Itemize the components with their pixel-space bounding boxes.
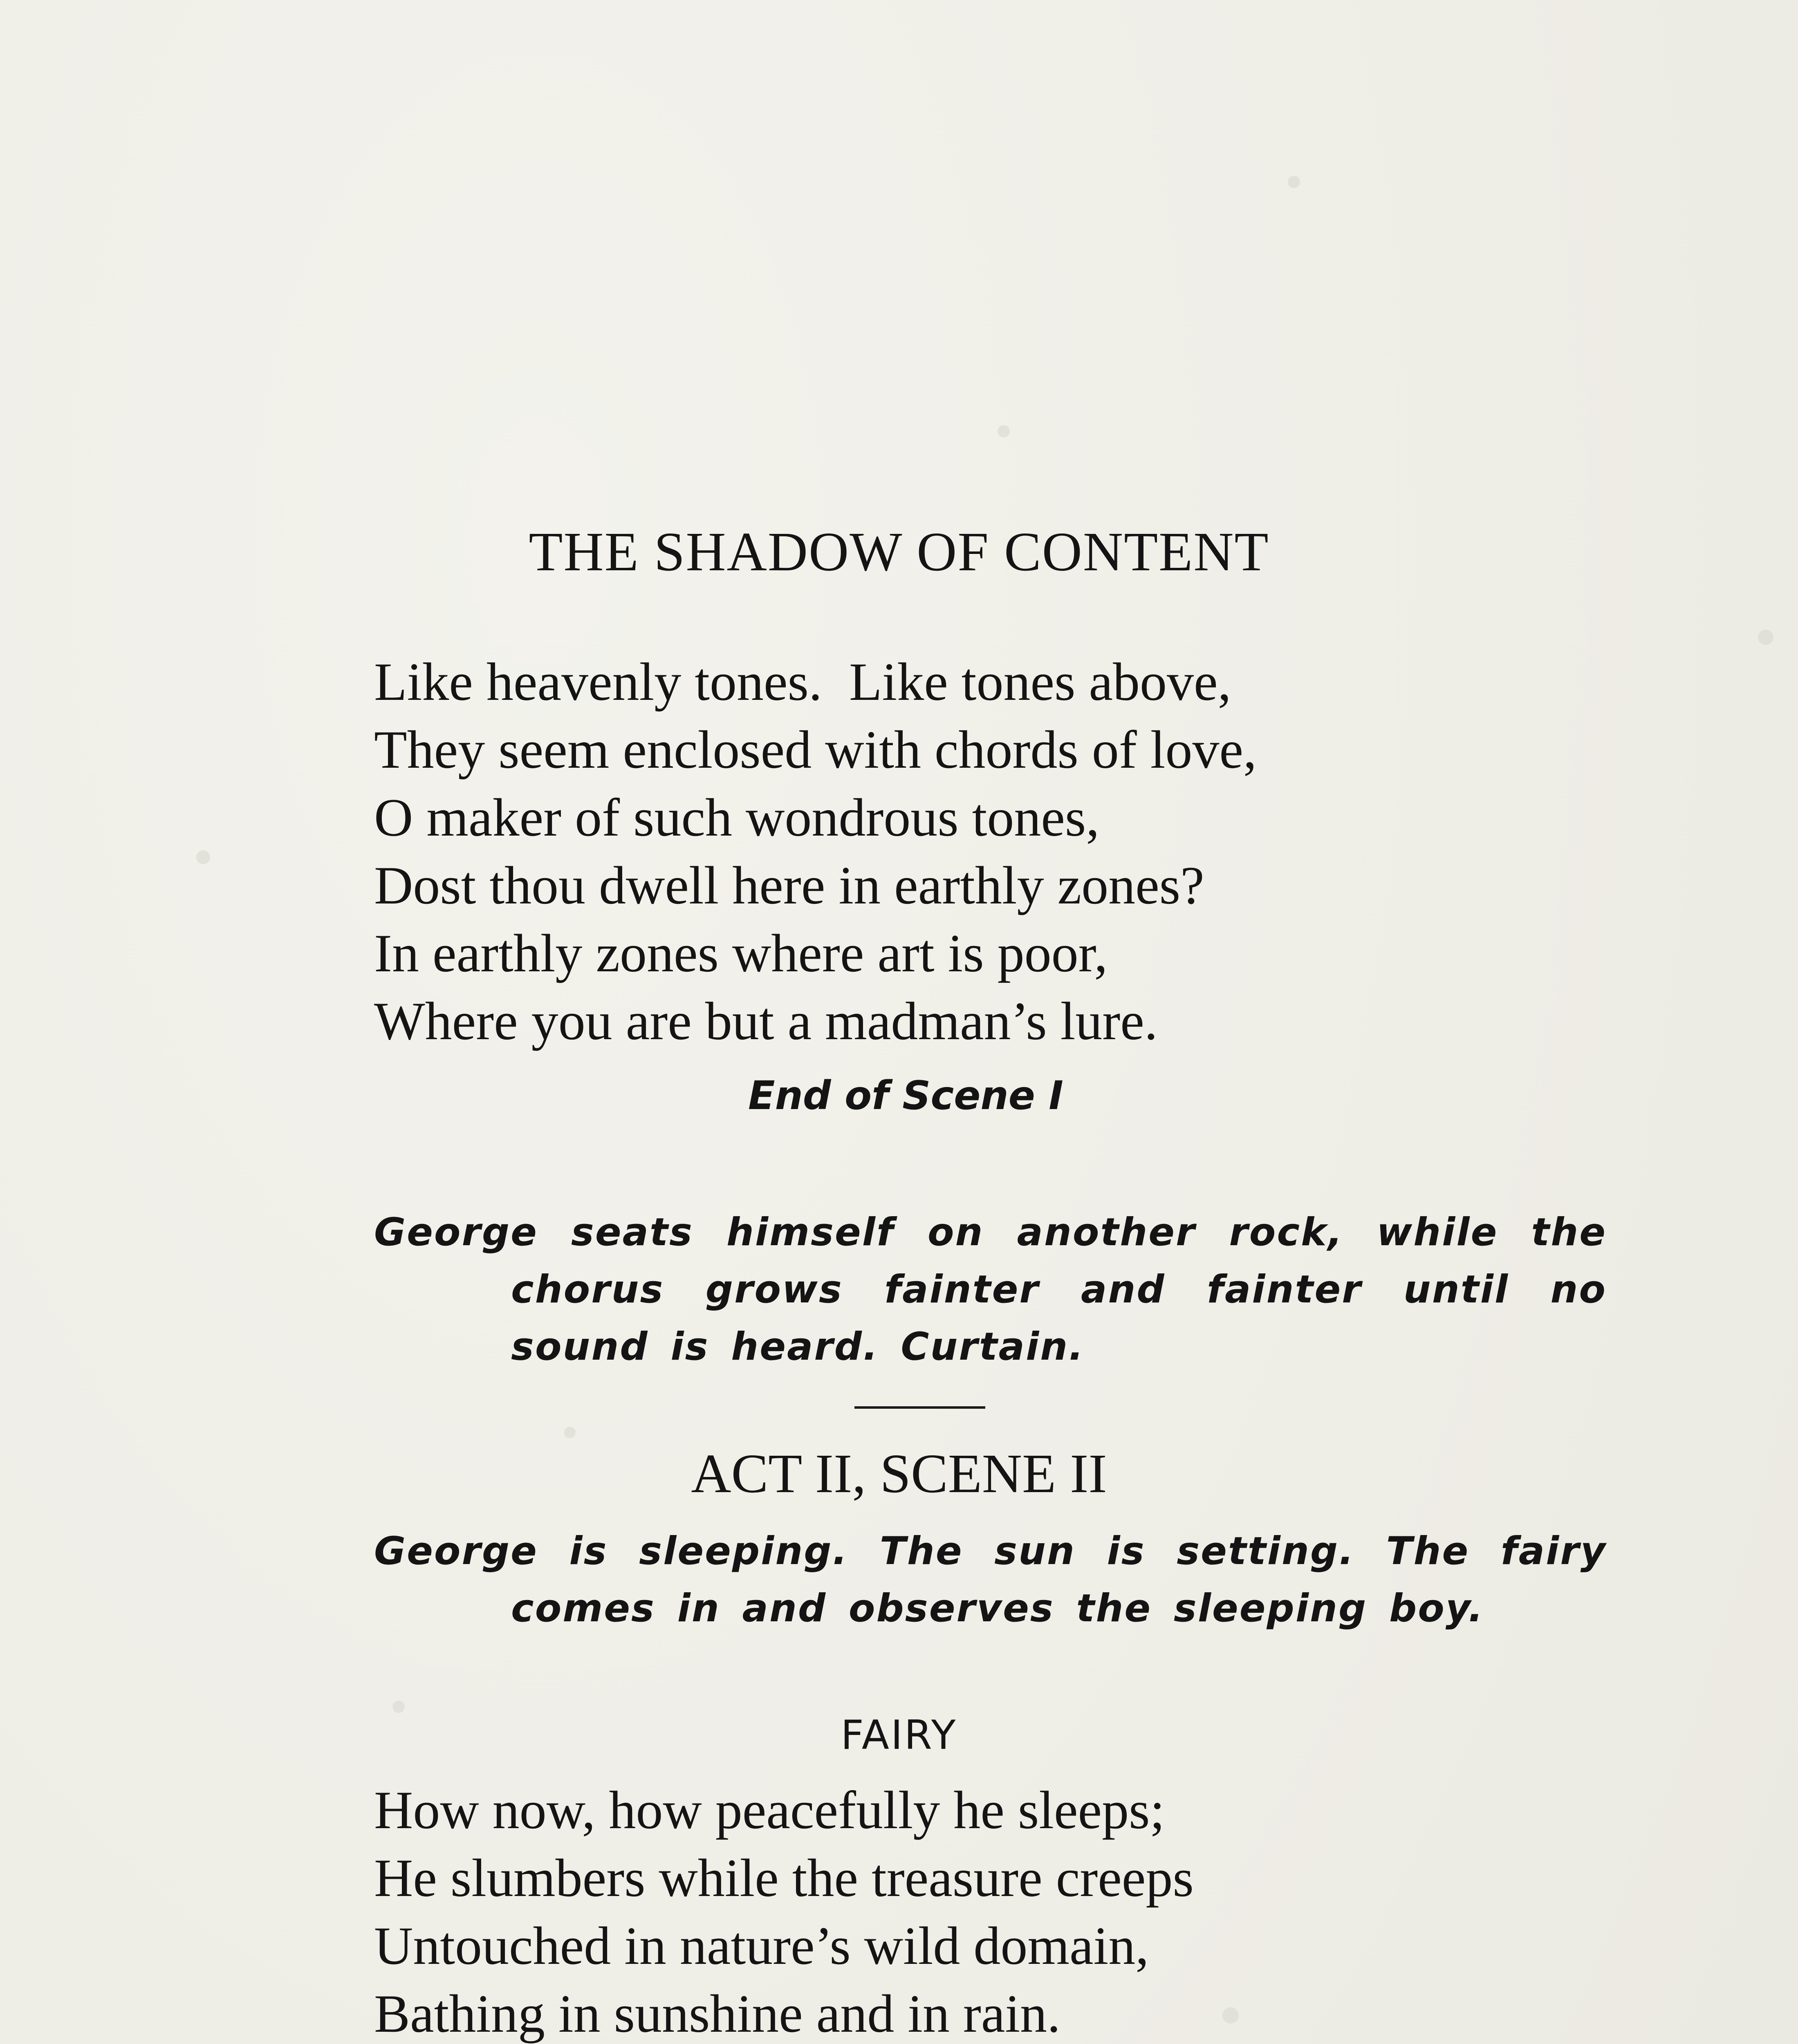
- act-heading: ACT II, SCENE II: [691, 1443, 1107, 1504]
- stage-direction: George seats himself on another rock, while the chorus grows fainter and fainter until no sound is heard. Curtain.: [374, 1210, 1607, 1369]
- paper-speck: [998, 425, 1010, 437]
- paper-speck: [1222, 2007, 1239, 2024]
- section-divider: [854, 1406, 985, 1409]
- verse-line: In earthly zones where art is poor,: [374, 923, 1108, 983]
- paper-speck: [1288, 176, 1300, 188]
- verse-line: Like heavenly tones. Like tones above,: [374, 652, 1231, 712]
- verse-line: Dost thou dwell here in earthly zones?: [374, 855, 1204, 915]
- verse-line: O maker of such wondrous tones,: [374, 787, 1100, 847]
- speaker-name: FAIRY: [841, 1712, 957, 1759]
- page-header: THE SHADOW OF CONTENT: [529, 521, 1269, 583]
- stage-direction: George is sleeping. The sun is setting. The fairy comes in and observes the sleeping boy.: [374, 1529, 1607, 1631]
- verse-line: Bathing in sunshine and in rain.: [374, 1983, 1061, 2044]
- scene-end-note: End of Scene I: [748, 1073, 1063, 1118]
- verse-line: Untouched in nature’s wild domain,: [374, 1916, 1149, 1976]
- verse-stanza: [374, 1776, 1194, 2044]
- verse-line: They seem enclosed with chords of love,: [374, 719, 1257, 780]
- paper-speck: [196, 850, 210, 864]
- verse-line: How now, how peacefully he sleeps;: [374, 1780, 1165, 1840]
- verse-line: He slumbers while the treasure creeps: [374, 1848, 1194, 1908]
- verse-line: Where you are but a madman’s lure.: [374, 991, 1158, 1051]
- paper-speck: [564, 1427, 576, 1438]
- verse-stanza: [374, 648, 1257, 1055]
- paper-speck: [1758, 630, 1773, 645]
